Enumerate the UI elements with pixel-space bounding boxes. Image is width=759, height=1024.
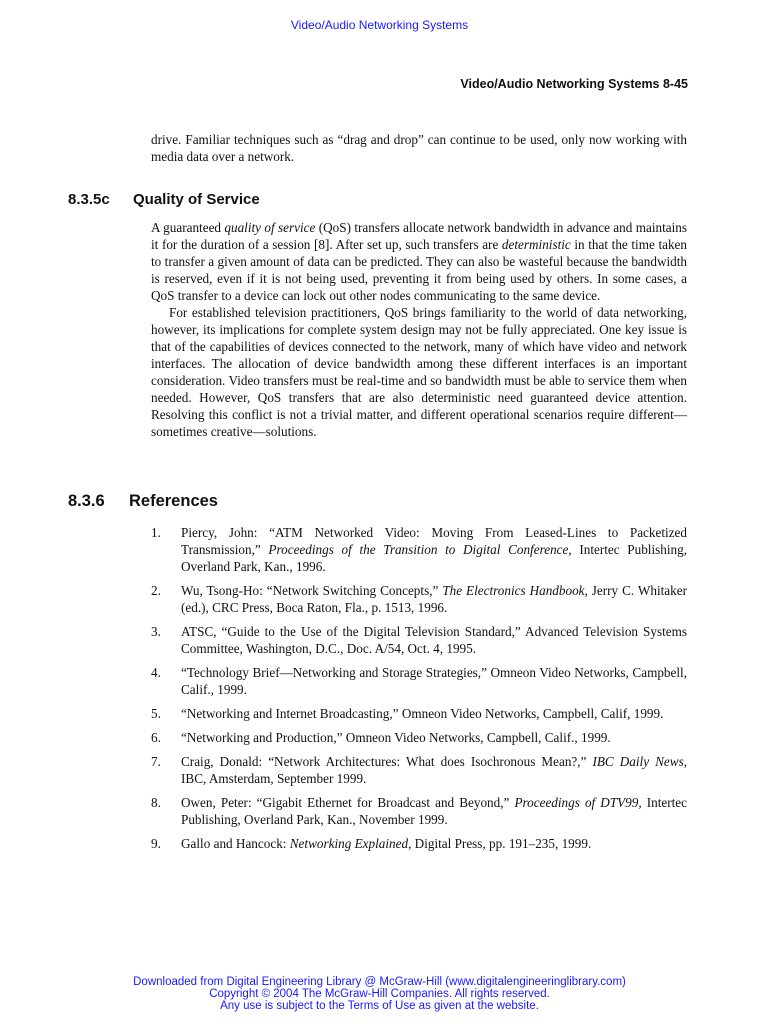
qos-section-title: Quality of Service — [133, 191, 260, 208]
reference-item — [151, 623, 687, 657]
reference-number: 1. — [151, 525, 161, 540]
reference-text: Piercy, John: “ATM Networked Video: Moving From Leased-Lines to Packetized Transmission,” Proceedings of the Transition to Digital Conference, Intertec Publishing, Overland Park, Kan., 1996. — [181, 525, 687, 574]
reference-text: “Networking and Production,” Omneon Video Networks, Campbell, Calif., 1999. — [181, 730, 611, 745]
reference-number: 9. — [151, 836, 161, 851]
reference-item — [151, 664, 687, 698]
reference-text: “Technology Brief—Networking and Storage Strategies,” Omneon Video Networks, Campbell, Calif., 1999. — [181, 665, 687, 697]
reference-number: 7. — [151, 754, 161, 769]
continuation-paragraph: drive. Familiar techniques such as “drag and drop” can continue to be used, only now working with media data over a network. — [151, 132, 687, 164]
reference-item — [151, 753, 687, 787]
reference-number: 2. — [151, 583, 161, 598]
references-heading — [68, 492, 218, 511]
footer-download-link[interactable]: Downloaded from Digital Engineering Library @ McGraw-Hill (www.digitalengineeringlibrary.com) — [133, 976, 626, 988]
page-footer — [0, 976, 759, 1012]
reference-number: 6. — [151, 730, 161, 745]
reference-text: Wu, Tsong-Ho: “Network Switching Concepts,” The Electronics Handbook, Jerry C. Whitaker (ed.), CRC Press, Boca Raton, Fla., p. 1513, 1996. — [181, 583, 687, 615]
reference-number: 8. — [151, 795, 161, 810]
reference-item — [151, 729, 687, 746]
qos-p1-emphasis-qos: quality of service — [224, 220, 316, 235]
reference-text: Craig, Donald: “Network Architectures: What does Isochronous Mean?,” IBC Daily News, IBC, Amsterdam, September 1999. — [181, 754, 687, 786]
references-title: References — [129, 492, 218, 510]
qos-paragraph-2: For established television practitioners, QoS brings familiarity to the world of data networking, however, its implications for complete system design may not be fully appreciated. One key issue is that of the capabilities of devices connected to the network, many of which have video and network interfaces. The allocation of device bandwidth among these different interfaces is an important consideration. Video transfers must be real-time and so bandwidth must be able to service them when needed. However, QoS transfers that are also deterministic need guaranteed device attention. Resolving this conflict is not a trivial matter, and different operational scenarios require different—sometimes creative—solutions. — [151, 305, 687, 439]
qos-p1-emphasis-deterministic: deterministic — [501, 237, 571, 252]
reference-number: 4. — [151, 665, 161, 680]
reference-number: 5. — [151, 706, 161, 721]
qos-section-number: 8.3.5c — [68, 191, 110, 208]
reference-text: Owen, Peter: “Gigabit Ethernet for Broadcast and Beyond,” Proceedings of DTV99, Intertec Publishing, Overland Park, Kan., November 1999. — [181, 795, 687, 827]
qos-section-heading — [68, 191, 260, 208]
footer-terms-link[interactable]: Any use is subject to the Terms of Use as given at the website. — [220, 1000, 539, 1012]
reference-number: 3. — [151, 624, 161, 639]
qos-p1-text-c: in that the time taken to transfer a given amount of data can be predicted. They can also be wasteful because the bandwidth is reserved, even if it is not being used, preventing it from being used by others. In some cases, a QoS transfer to a device can lock out other nodes communicating to the same device. — [151, 237, 688, 303]
running-head: Video/Audio Networking Systems 8-45 — [460, 77, 688, 91]
reference-text: “Networking and Internet Broadcasting,” Omneon Video Networks, Campbell, Calif, 1999. — [181, 706, 664, 721]
reference-text: Gallo and Hancock: Networking Explained, Digital Press, pp. 191–235, 1999. — [181, 836, 592, 851]
references-section-number: 8.3.6 — [68, 492, 105, 510]
reference-item — [151, 582, 687, 616]
reference-item — [151, 705, 687, 722]
top-title-link[interactable]: Video/Audio Networking Systems — [290, 18, 469, 32]
reference-item — [151, 835, 687, 852]
references-list — [151, 524, 687, 859]
qos-p1-text-b: (QoS) transfers allocate network bandwidth in advance and maintains it for the duration of a session [8]. After set up, such transfers are — [151, 220, 687, 252]
reference-text: ATSC, “Guide to the Use of the Digital Television Standard,” Advanced Television Systems Committee, Washington, D.C., Doc. A/54, Oct. 4, 1995. — [181, 624, 687, 656]
reference-item — [151, 524, 687, 575]
reference-item — [151, 794, 687, 828]
qos-p1-text-a: A guaranteed — [151, 220, 225, 235]
qos-section-body — [151, 219, 687, 440]
footer-copyright: Copyright © 2004 The McGraw-Hill Companies. All rights reserved. — [209, 988, 550, 1000]
qos-paragraph-1 — [151, 219, 687, 304]
